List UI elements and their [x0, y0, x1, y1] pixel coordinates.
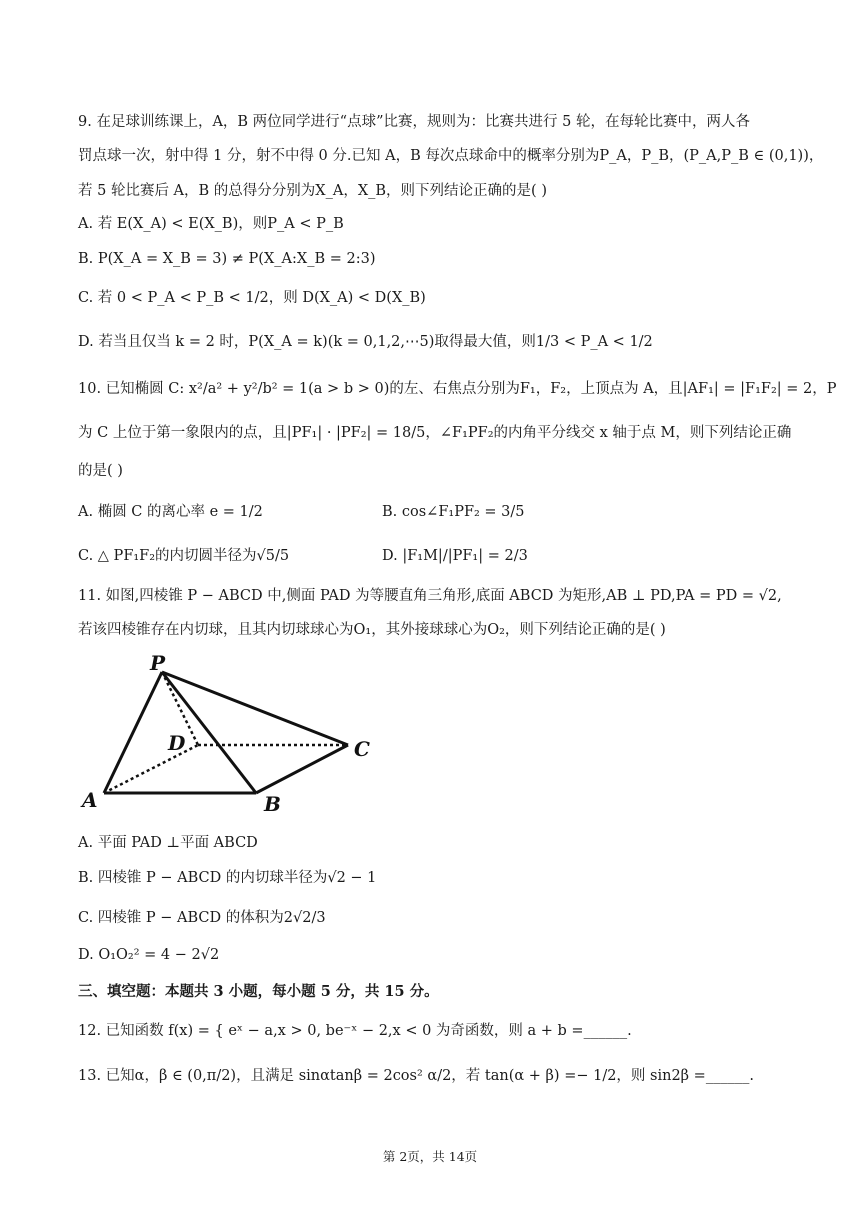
section-heading-fill-in: 三、填空题：本题共 3 小题，每小题 5 分，共 15 分。 [78, 983, 439, 1000]
q9-option-a: A. 若 E(X_A) < E(X_B)，则P_A < P_B [78, 216, 344, 232]
q10-option-a: A. 椭圆 C 的离心率 e = 1/2 [78, 504, 263, 520]
pyramid-figure [78, 650, 378, 820]
q11-line-2: 若该四棱锥存在内切球，且其内切球球心为O₁，其外接球球心为O₂，则下列结论正确的是( ) [78, 622, 666, 638]
q9-option-c: C. 若 0 < P_A < P_B < 1/2，则 D(X_A) < D(X_B) [78, 290, 426, 306]
q9-option-d: D. 若当且仅当 k = 2 时，P(X_A = k)(k = 0,1,2,⋯5)取得最大值，则1/3 < P_A < 1/2 [78, 334, 653, 350]
vertex-label-d: D [168, 731, 186, 755]
vertex-label-b: B [264, 792, 281, 816]
q11-line-1: 11. 如图,四棱锥 P − ABCD 中,侧面 PAD 为等腰直角三角形,底面 ABCD 为矩形,AB ⊥ PD,PA = PD = √2, [78, 588, 782, 604]
edge-pa [104, 672, 162, 793]
q13-text: 13. 已知α，β ∈ (0,π/2)，且满足 sinαtanβ = 2cos² α/2，若 tan(α + β) =− 1/2，则 sin2β =______. [78, 1068, 754, 1084]
q12-text: 12. 已知函数 f(x) = { eˣ − a,x > 0, be⁻ˣ − 2,x < 0 为奇函数，则 a + b =______. [78, 1023, 632, 1039]
q9-option-b: B. P(X_A = X_B = 3) ≠ P(X_A:X_B = 2:3) [78, 251, 376, 267]
q10-line-1: 10. 已知椭圆 C: x²/a² + y²/b² = 1(a > b > 0)的左、右焦点分别为F₁，F₂，上顶点为 A，且|AF₁| = |F₁F₂| = 2，P [78, 381, 837, 397]
q11-option-d: D. O₁O₂² = 4 − 2√2 [78, 947, 220, 963]
q10-line-3: 的是( ) [78, 463, 123, 479]
page-footer [0, 1148, 860, 1166]
vertex-label-a: A [82, 788, 98, 812]
q10-option-d: D. |F₁M|/|PF₁| = 2/3 [382, 548, 528, 564]
q10-option-b: B. cos∠F₁PF₂ = 3/5 [382, 504, 525, 520]
q11-option-b: B. 四棱锥 P − ABCD 的内切球半径为√2 − 1 [78, 870, 377, 886]
edge-bc [256, 745, 348, 793]
q10-line-2: 为 C 上位于第一象限内的点，且|PF₁| · |PF₂| = 18/5，∠F₁PF₂的内角平分线交 x 轴于点 M，则下列结论正确 [78, 425, 792, 441]
vertex-label-c: C [354, 737, 370, 761]
q11-option-a: A. 平面 PAD ⊥平面 ABCD [78, 835, 258, 851]
q10-option-c: C. △ PF₁F₂的内切圆半径为√5/5 [78, 548, 290, 564]
q11-option-c: C. 四棱锥 P − ABCD 的体积为2√2/3 [78, 910, 326, 926]
q9-line-1: 9. 在足球训练课上，A，B 两位同学进行“点球”比赛，规则为：比赛共进行 5 轮，在每轮比赛中，两人各 [78, 114, 750, 130]
q9-line-2: 罚点球一次，射中得 1 分，射不中得 0 分.已知 A，B 每次点球命中的概率分别为P_A，P_B，(P_A,P_B ∈ (0,1))， [78, 148, 824, 164]
vertex-label-p: P [150, 651, 166, 675]
q9-line-3: 若 5 轮比赛后 A，B 的总得分分别为X_A，X_B，则下列结论正确的是( ) [78, 183, 547, 199]
page-number: 第 2页，共 14页 [382, 1149, 478, 1164]
